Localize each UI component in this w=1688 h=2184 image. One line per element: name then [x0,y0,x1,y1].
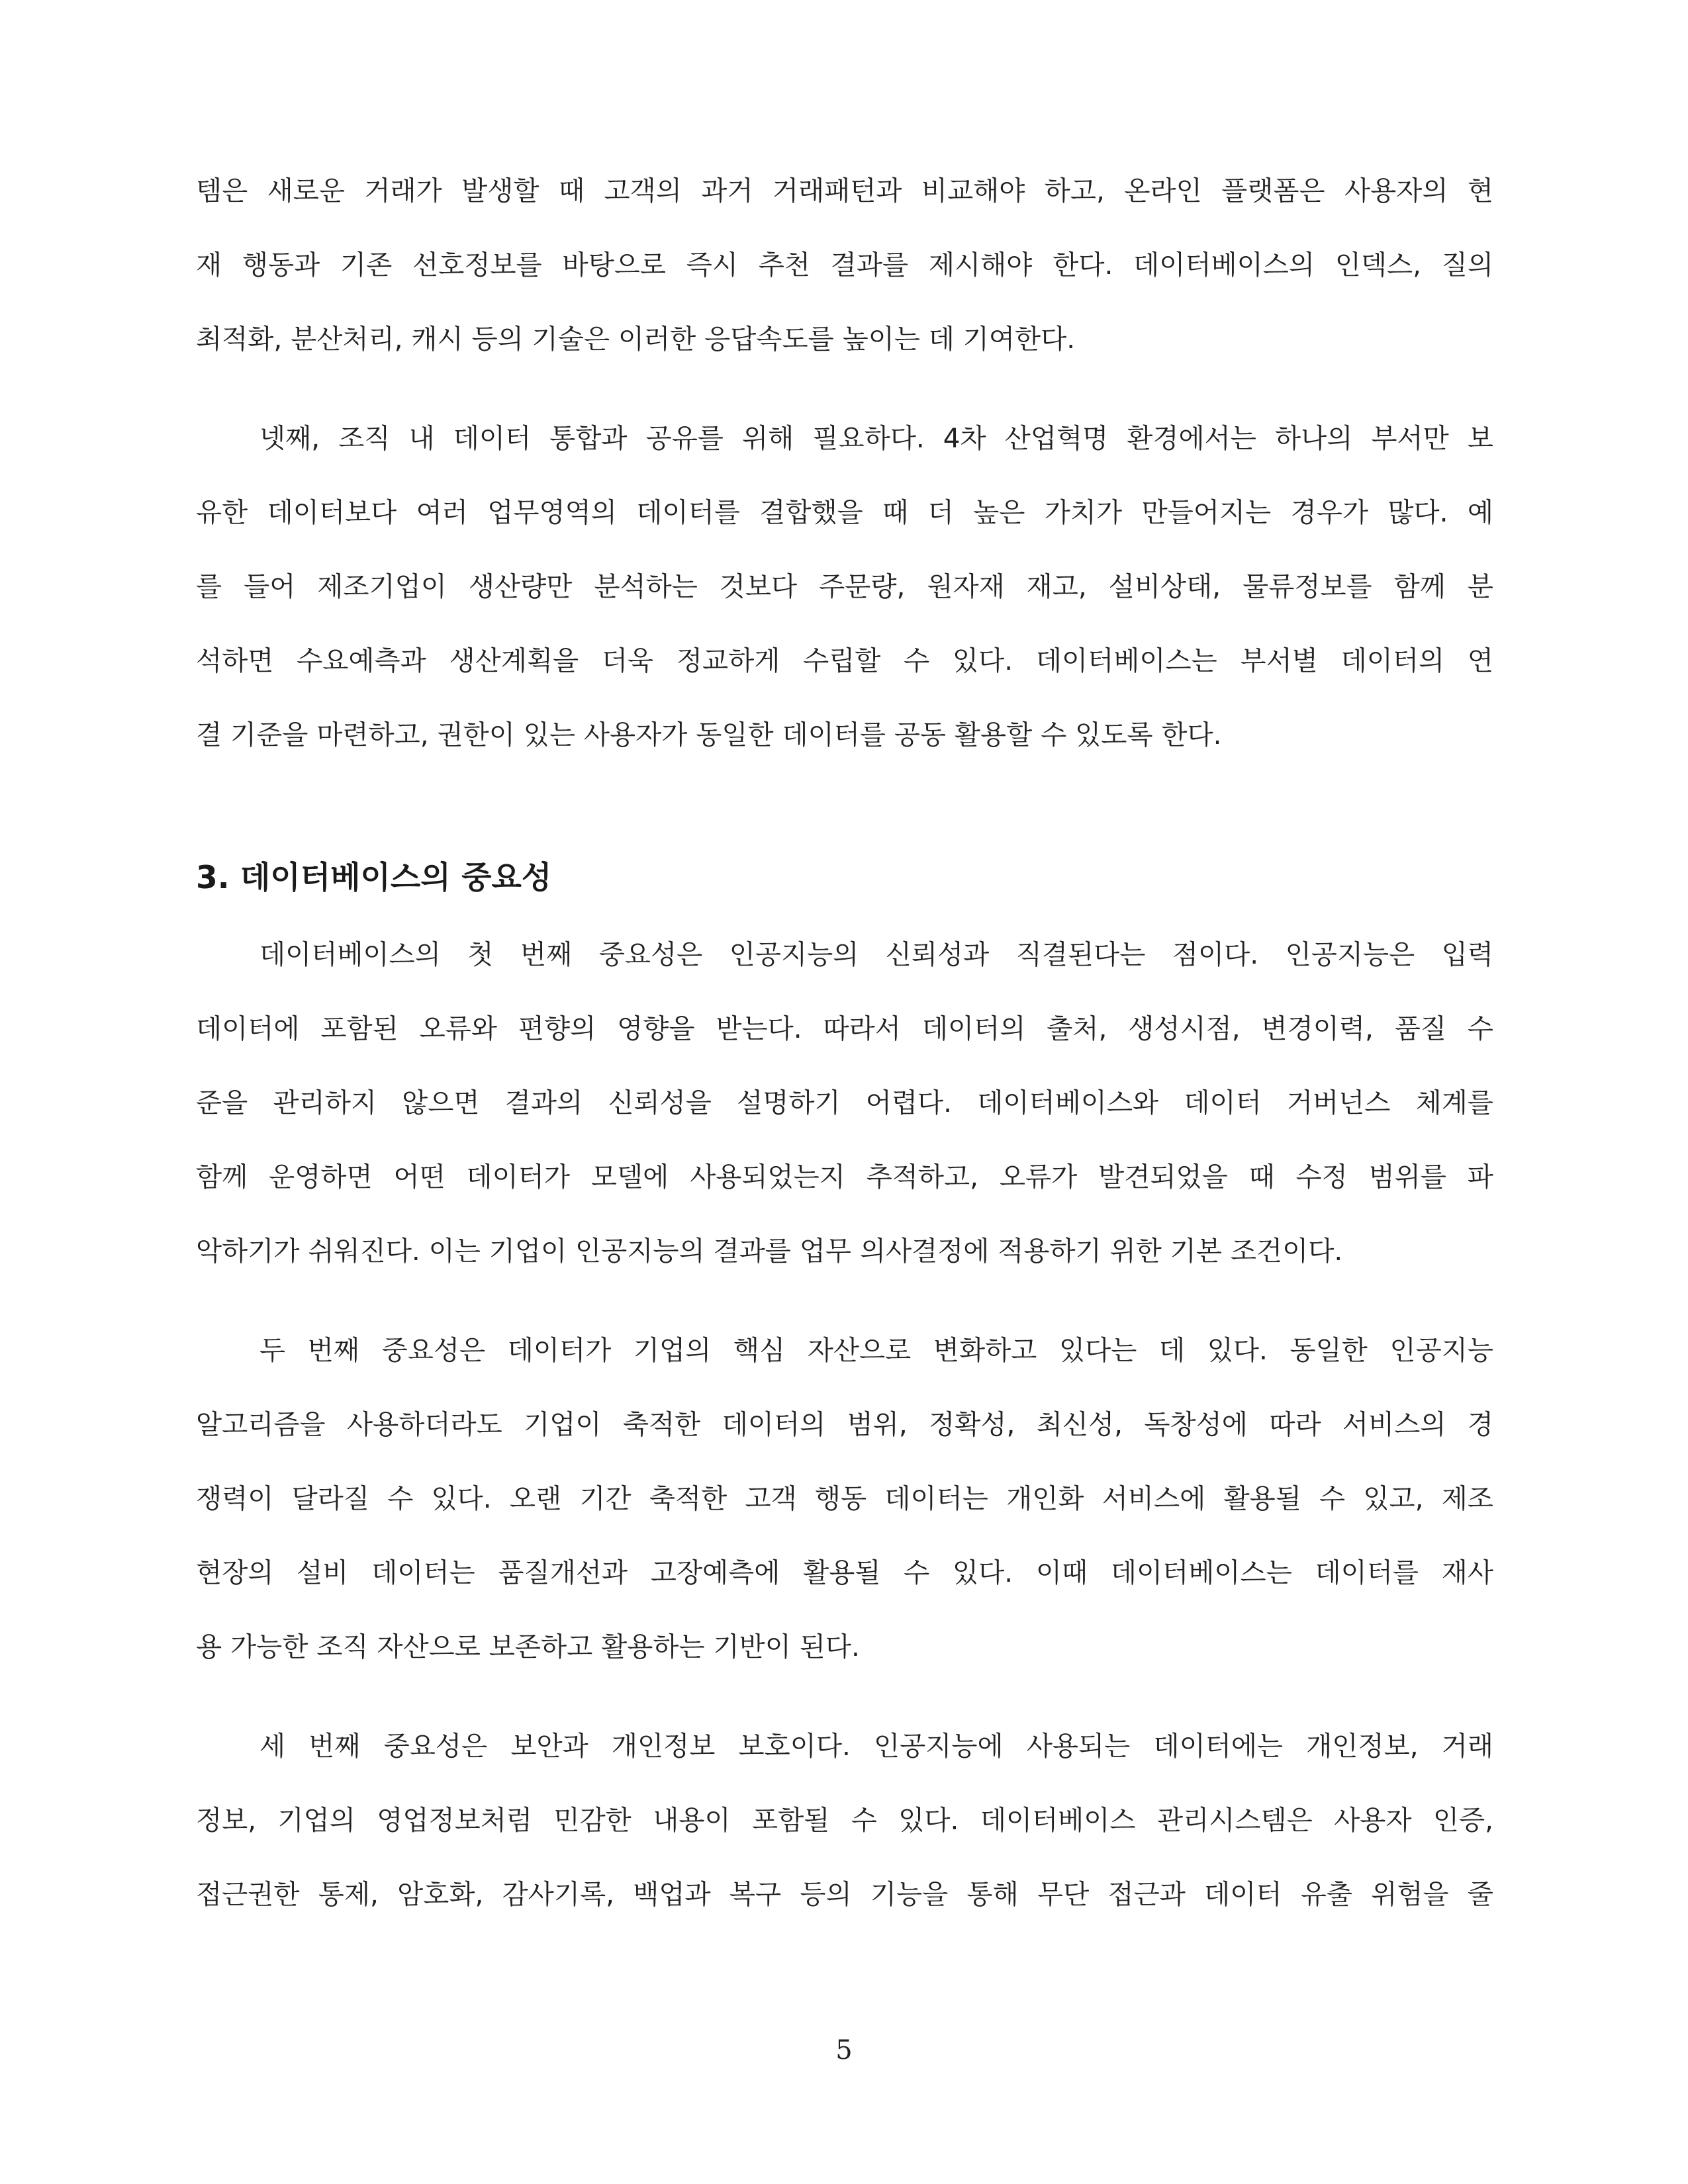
section-heading: 3. 데이터베이스의 중요성 [196,860,552,896]
paragraph-line: 최적화, 분산처리, 캐시 등의 기술은 이러한 응답속도를 높이는 데 기여한다. [196,323,1076,355]
paragraph-line: 유한 데이터보다 여러 업무영역의 데이터를 결합했을 때 더 높은 가치가 만들어지는 경우가 많다. 예 [196,496,1493,528]
page-number: 5 [835,2035,853,2066]
paragraph-line: 데이터에 포함된 오류와 편향의 영향을 받는다. 따라서 데이터의 출처, 생성시점, 변경이력, 품질 수 [196,1013,1493,1044]
paragraph-line: 알고리즘을 사용하더라도 기업이 축적한 데이터의 범위, 정확성, 최신성, 독창성에 따라 서비스의 경 [196,1408,1493,1440]
paragraph-line: 를 들어 제조기업이 생산량만 분석하는 것보다 주문량, 원자재 재고, 설비상태, 물류정보를 함께 분 [196,570,1493,602]
paragraph-line: 준을 관리하지 않으면 결과의 신뢰성을 설명하기 어렵다. 데이터베이스와 데이터 거버넌스 체계를 [196,1087,1493,1118]
paragraph-line: 데이터베이스의 첫 번째 중요성은 인공지능의 신뢰성과 직결된다는 점이다. 인공지능은 입력 [259,938,1493,970]
paragraph-line: 템은 새로운 거래가 발생할 때 고객의 과거 거래패턴과 비교해야 하고, 온라인 플랫폼은 사용자의 현 [196,175,1493,206]
paragraph-line: 쟁력이 달라질 수 있다. 오랜 기간 축적한 고객 행동 데이터는 개인화 서비스에 활용될 수 있고, 제조 [196,1482,1493,1514]
paragraph-line: 함께 운영하면 어떤 데이터가 모델에 사용되었는지 추적하고, 오류가 발견되었을 때 수정 범위를 파 [196,1161,1493,1193]
paragraph-line: 용 가능한 조직 자산으로 보존하고 활용하는 기반이 된다. [196,1631,860,1662]
paragraph-line: 재 행동과 기존 선호정보를 바탕으로 즉시 추천 결과를 제시해야 한다. 데이터베이스의 인덱스, 질의 [196,249,1493,281]
paragraph-line: 악하기가 쉬워진다. 이는 기업이 인공지능의 결과를 업무 의사결정에 적용하기 위한 기본 조건이다. [196,1235,1343,1267]
paragraph-line: 결 기준을 마련하고, 권한이 있는 사용자가 동일한 데이터를 공동 활용할 수 있도록 한다. [196,719,1222,751]
paragraph-line: 넷째, 조직 내 데이터 통합과 공유를 위해 필요하다. 4차 산업혁명 환경에서는 하나의 부서만 보 [259,422,1493,454]
paragraph-line: 현장의 설비 데이터는 품질개선과 고장예측에 활용될 수 있다. 이때 데이터베이스는 데이터를 재사 [196,1557,1493,1588]
paragraph-line: 정보, 기업의 영업정보처럼 민감한 내용이 포함될 수 있다. 데이터베이스 관리시스템은 사용자 인증, [196,1804,1493,1836]
paragraph-line: 접근권한 통제, 암호화, 감사기록, 백업과 복구 등의 기능을 통해 무단 접근과 데이터 유출 위험을 줄 [196,1878,1493,1910]
paragraph-line: 석하면 수요예측과 생산계획을 더욱 정교하게 수립할 수 있다. 데이터베이스는 부서별 데이터의 연 [196,645,1493,676]
paragraph-line: 세 번째 중요성은 보안과 개인정보 보호이다. 인공지능에 사용되는 데이터에는 개인정보, 거래 [259,1730,1493,1762]
paragraph-line: 두 번째 중요성은 데이터가 기업의 핵심 자산으로 변화하고 있다는 데 있다. 동일한 인공지능 [259,1334,1493,1366]
